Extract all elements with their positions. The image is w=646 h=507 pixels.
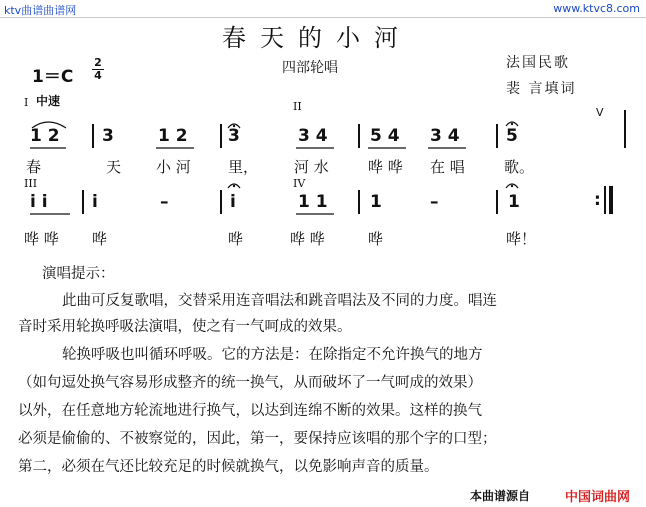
breath-mark: V <box>596 106 604 119</box>
note-group: i <box>230 192 236 212</box>
note-group: i <box>92 192 98 212</box>
notes-line-3: 轮换呼吸也叫循环呼吸。它的方法是：在除指定不允许换气的地方 <box>62 347 483 363</box>
lyric: 歌。 <box>504 158 535 176</box>
lyric: 哗 <box>228 230 244 248</box>
lyric: 在 唱 <box>430 158 465 176</box>
part-marker-IV: IV <box>293 177 306 190</box>
fermata-dot <box>233 185 235 187</box>
barline <box>92 124 94 148</box>
barline <box>220 124 222 148</box>
meter-top: 2 <box>94 56 102 69</box>
lyric: 天 <box>106 158 122 176</box>
lyric: 河 水 <box>294 158 329 176</box>
lyric: 哗 <box>368 230 384 248</box>
note-group: 1 <box>508 192 520 212</box>
note-group: 3 <box>228 126 240 146</box>
note-group: 5 4 <box>370 126 400 146</box>
notes-line-7: 第二，必须在气还比较充足的时候就换气，以免影响声音的质量。 <box>18 459 439 475</box>
barline <box>496 124 498 148</box>
fermata-dot <box>511 185 513 187</box>
note-group: 1 2 <box>158 126 188 146</box>
site-left-label: ktv曲谱曲谱网 <box>4 4 77 17</box>
notes-line-1: 此曲可反复歌唱，交替采用连音唱法和跳音唱法及不同的力度。唱连 <box>62 293 497 309</box>
site-right-url: www.ktvc8.com <box>553 2 640 15</box>
note-group: 1 2 <box>30 126 60 146</box>
repeat-dots: : <box>594 190 601 210</box>
song-title: 春天的小河 <box>222 24 412 52</box>
song-subtitle: 四部轮唱 <box>282 60 338 76</box>
note-group: 3 <box>102 126 114 146</box>
lyric: 里， <box>228 158 259 176</box>
note-group: – <box>430 192 439 212</box>
barline <box>496 190 498 214</box>
key-signature: 1＝C <box>32 67 74 87</box>
notes-line-5: 以外，在任意地方轮流地进行换气，以达到连绵不断的效果。这样的换气 <box>18 403 482 419</box>
lyric: 哗 <box>92 230 108 248</box>
brand-logo-text[interactable]: 中国词曲网 <box>565 490 631 505</box>
source-label: 本曲谱源自 <box>470 489 531 503</box>
barline <box>220 190 222 214</box>
time-signature <box>92 58 104 81</box>
note-group: – <box>160 192 169 212</box>
barline <box>604 186 606 214</box>
note-group: 1 1 <box>298 192 328 212</box>
note-group: i i <box>30 192 48 212</box>
lyric: 哗 哗 <box>24 230 59 248</box>
tempo-marking: 中速 <box>36 94 61 108</box>
notes-heading: 演唱提示： <box>42 266 115 282</box>
note-group: 3 4 <box>298 126 328 146</box>
meter-bottom: 4 <box>94 69 102 82</box>
notes-line-4: （如句逗处换气容易形成整齐的统一换气，从而破坏了一气呵成的效果） <box>18 375 482 391</box>
lyric: 春 <box>26 158 42 176</box>
note-group: 3 4 <box>430 126 460 146</box>
part-marker-I: I <box>24 96 29 109</box>
end-barline <box>609 186 613 214</box>
notes-line-6: 必须是偷偷的、不被察觉的，因此，第一，要保持应该唱的那个字的口型； <box>18 431 497 447</box>
lyric: 哗！ <box>506 230 537 248</box>
barline <box>624 110 626 148</box>
barline <box>82 190 84 214</box>
lyric: 哗 哗 <box>368 158 403 176</box>
notes-line-2: 音时采用轮换呼吸法演唱，使之有一气呵成的效果。 <box>18 319 352 335</box>
barline <box>358 124 360 148</box>
lyricist-credit: 裴 言填词 <box>506 81 577 97</box>
part-marker-III: III <box>24 177 38 190</box>
note-group: 5 <box>506 126 518 146</box>
barline <box>358 190 360 214</box>
note-group: 1 <box>370 192 382 212</box>
origin-credit: 法国民歌 <box>506 55 570 71</box>
part-marker-II: II <box>293 100 302 113</box>
lyric: 哗 哗 <box>290 230 325 248</box>
fermata-dot <box>511 123 513 125</box>
lyric: 小 河 <box>156 158 191 176</box>
